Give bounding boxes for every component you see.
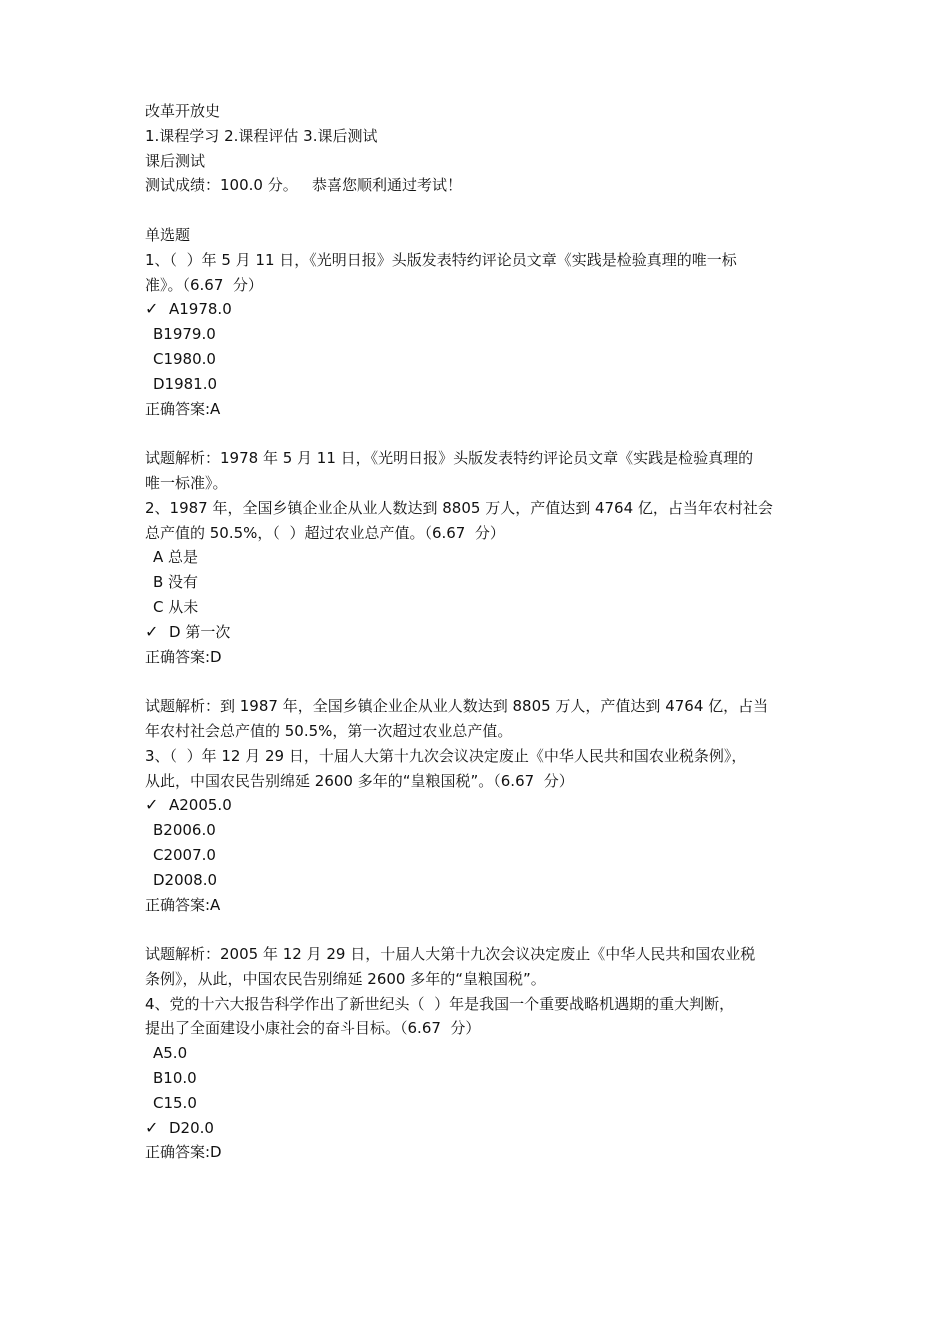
analysis: 年农村社会总产值的 50.5%，第一次超过农业总产值。 — [145, 721, 513, 740]
question-2 — [145, 496, 825, 744]
option-label: D20.0 — [169, 1118, 214, 1137]
question-stem: 4、党的十六大报告科学作出了新世纪头（ ）年是我国一个重要战略机遇期的重大判断， — [145, 994, 735, 1013]
option-d-selected[interactable] — [145, 1116, 825, 1141]
checkmark-icon: ✓ — [145, 621, 159, 641]
checkmark-icon: ✓ — [145, 795, 159, 815]
option-label: B10.0 — [153, 1069, 197, 1088]
question-1 — [145, 248, 825, 496]
option-label: D 第一次 — [169, 622, 231, 641]
option-label: C 从未 — [153, 597, 199, 616]
option-label: D1981.0 — [153, 374, 218, 393]
option-c[interactable] — [145, 347, 825, 372]
analysis: 试题解析：1978 年 5 月 11 日，《光明日报》头版发表特约评论员文章《实践是检验真理的 — [145, 449, 754, 468]
option-c[interactable] — [145, 595, 825, 620]
option-d[interactable] — [145, 372, 825, 397]
option-a-selected[interactable] — [145, 793, 825, 818]
option-c[interactable] — [145, 843, 825, 868]
option-label: A5.0 — [153, 1044, 188, 1063]
option-label: A2005.0 — [169, 796, 232, 815]
spacer — [145, 421, 825, 446]
option-label: C2007.0 — [153, 845, 216, 864]
option-label: B1979.0 — [153, 325, 216, 344]
spacer — [145, 669, 825, 694]
option-label: A1978.0 — [169, 300, 232, 319]
checkmark-icon: ✓ — [145, 299, 159, 319]
option-d[interactable] — [145, 868, 825, 893]
option-a[interactable] — [145, 545, 825, 570]
option-label: C1980.0 — [153, 349, 216, 368]
question-stem: 3、（ ）年 12 月 29 日，十届人大第十九次会议决定废止《中华人民共和国农业税条例》， — [145, 746, 747, 765]
question-4 — [145, 992, 825, 1166]
question-3 — [145, 744, 825, 992]
option-b[interactable] — [145, 322, 825, 347]
option-label: A 总是 — [153, 548, 199, 567]
question-stem: 准》。（6.67 分） — [145, 275, 263, 294]
option-b[interactable] — [145, 818, 825, 843]
analysis: 试题解析：2005 年 12 月 29 日，十届人大第十九次会议决定废止《中华人民共和国农业税 — [145, 945, 756, 964]
option-b[interactable] — [145, 570, 825, 595]
correct-answer: 正确答案:A — [145, 895, 221, 914]
spacer — [145, 198, 825, 223]
course-title: 改革开放史 — [145, 102, 221, 120]
analysis: 唯一标准》。 — [145, 473, 228, 492]
checkmark-icon: ✓ — [145, 1117, 159, 1137]
option-label: C15.0 — [153, 1093, 197, 1112]
option-a[interactable] — [145, 1041, 825, 1066]
question-stem: 1、（ ）年 5 月 11 日，《光明日报》头版发表特约评论员文章《实践是检验真理的唯一标 — [145, 250, 737, 269]
analysis: 条例》，从此，中国农民告别绵延 2600 多年的“皇粮国税”。 — [145, 969, 546, 988]
analysis: 试题解析：到 1987 年，全国乡镇企业企从业人数达到 8805 万人，产值达到 4764 亿，占当 — [145, 697, 769, 716]
document-content — [145, 99, 825, 1165]
correct-answer: 正确答案:D — [145, 647, 222, 666]
question-stem: 2、1987 年，全国乡镇企业企从业人数达到 8805 万人，产值达到 4764 亿，占当年农村社会 — [145, 498, 773, 517]
option-label: B2006.0 — [153, 821, 216, 840]
question-stem: 从此，中国农民告别绵延 2600 多年的“皇粮国税”。（6.67 分） — [145, 771, 574, 790]
section-title: 课后测试 — [145, 151, 206, 170]
option-label: D2008.0 — [153, 870, 218, 889]
option-b[interactable] — [145, 1066, 825, 1091]
question-stem: 总产值的 50.5%，（ ）超过农业总产值。（6.67 分） — [145, 523, 505, 542]
spacer — [145, 917, 825, 942]
score-line: 测试成绩：100.0 分。 恭喜您顺利通过考试！ — [145, 176, 463, 195]
option-d-selected[interactable] — [145, 620, 825, 645]
correct-answer: 正确答案:D — [145, 1143, 222, 1162]
option-label: B 没有 — [153, 573, 199, 592]
option-c[interactable] — [145, 1091, 825, 1116]
correct-answer: 正确答案:A — [145, 399, 221, 418]
question-stem: 提出了全面建设小康社会的奋斗目标。（6.67 分） — [145, 1019, 481, 1038]
course-steps: 1.课程学习 2.课程评估 3.课后测试 — [145, 126, 378, 145]
single-choice-heading: 单选题 — [145, 225, 191, 244]
option-a-selected[interactable] — [145, 297, 825, 322]
